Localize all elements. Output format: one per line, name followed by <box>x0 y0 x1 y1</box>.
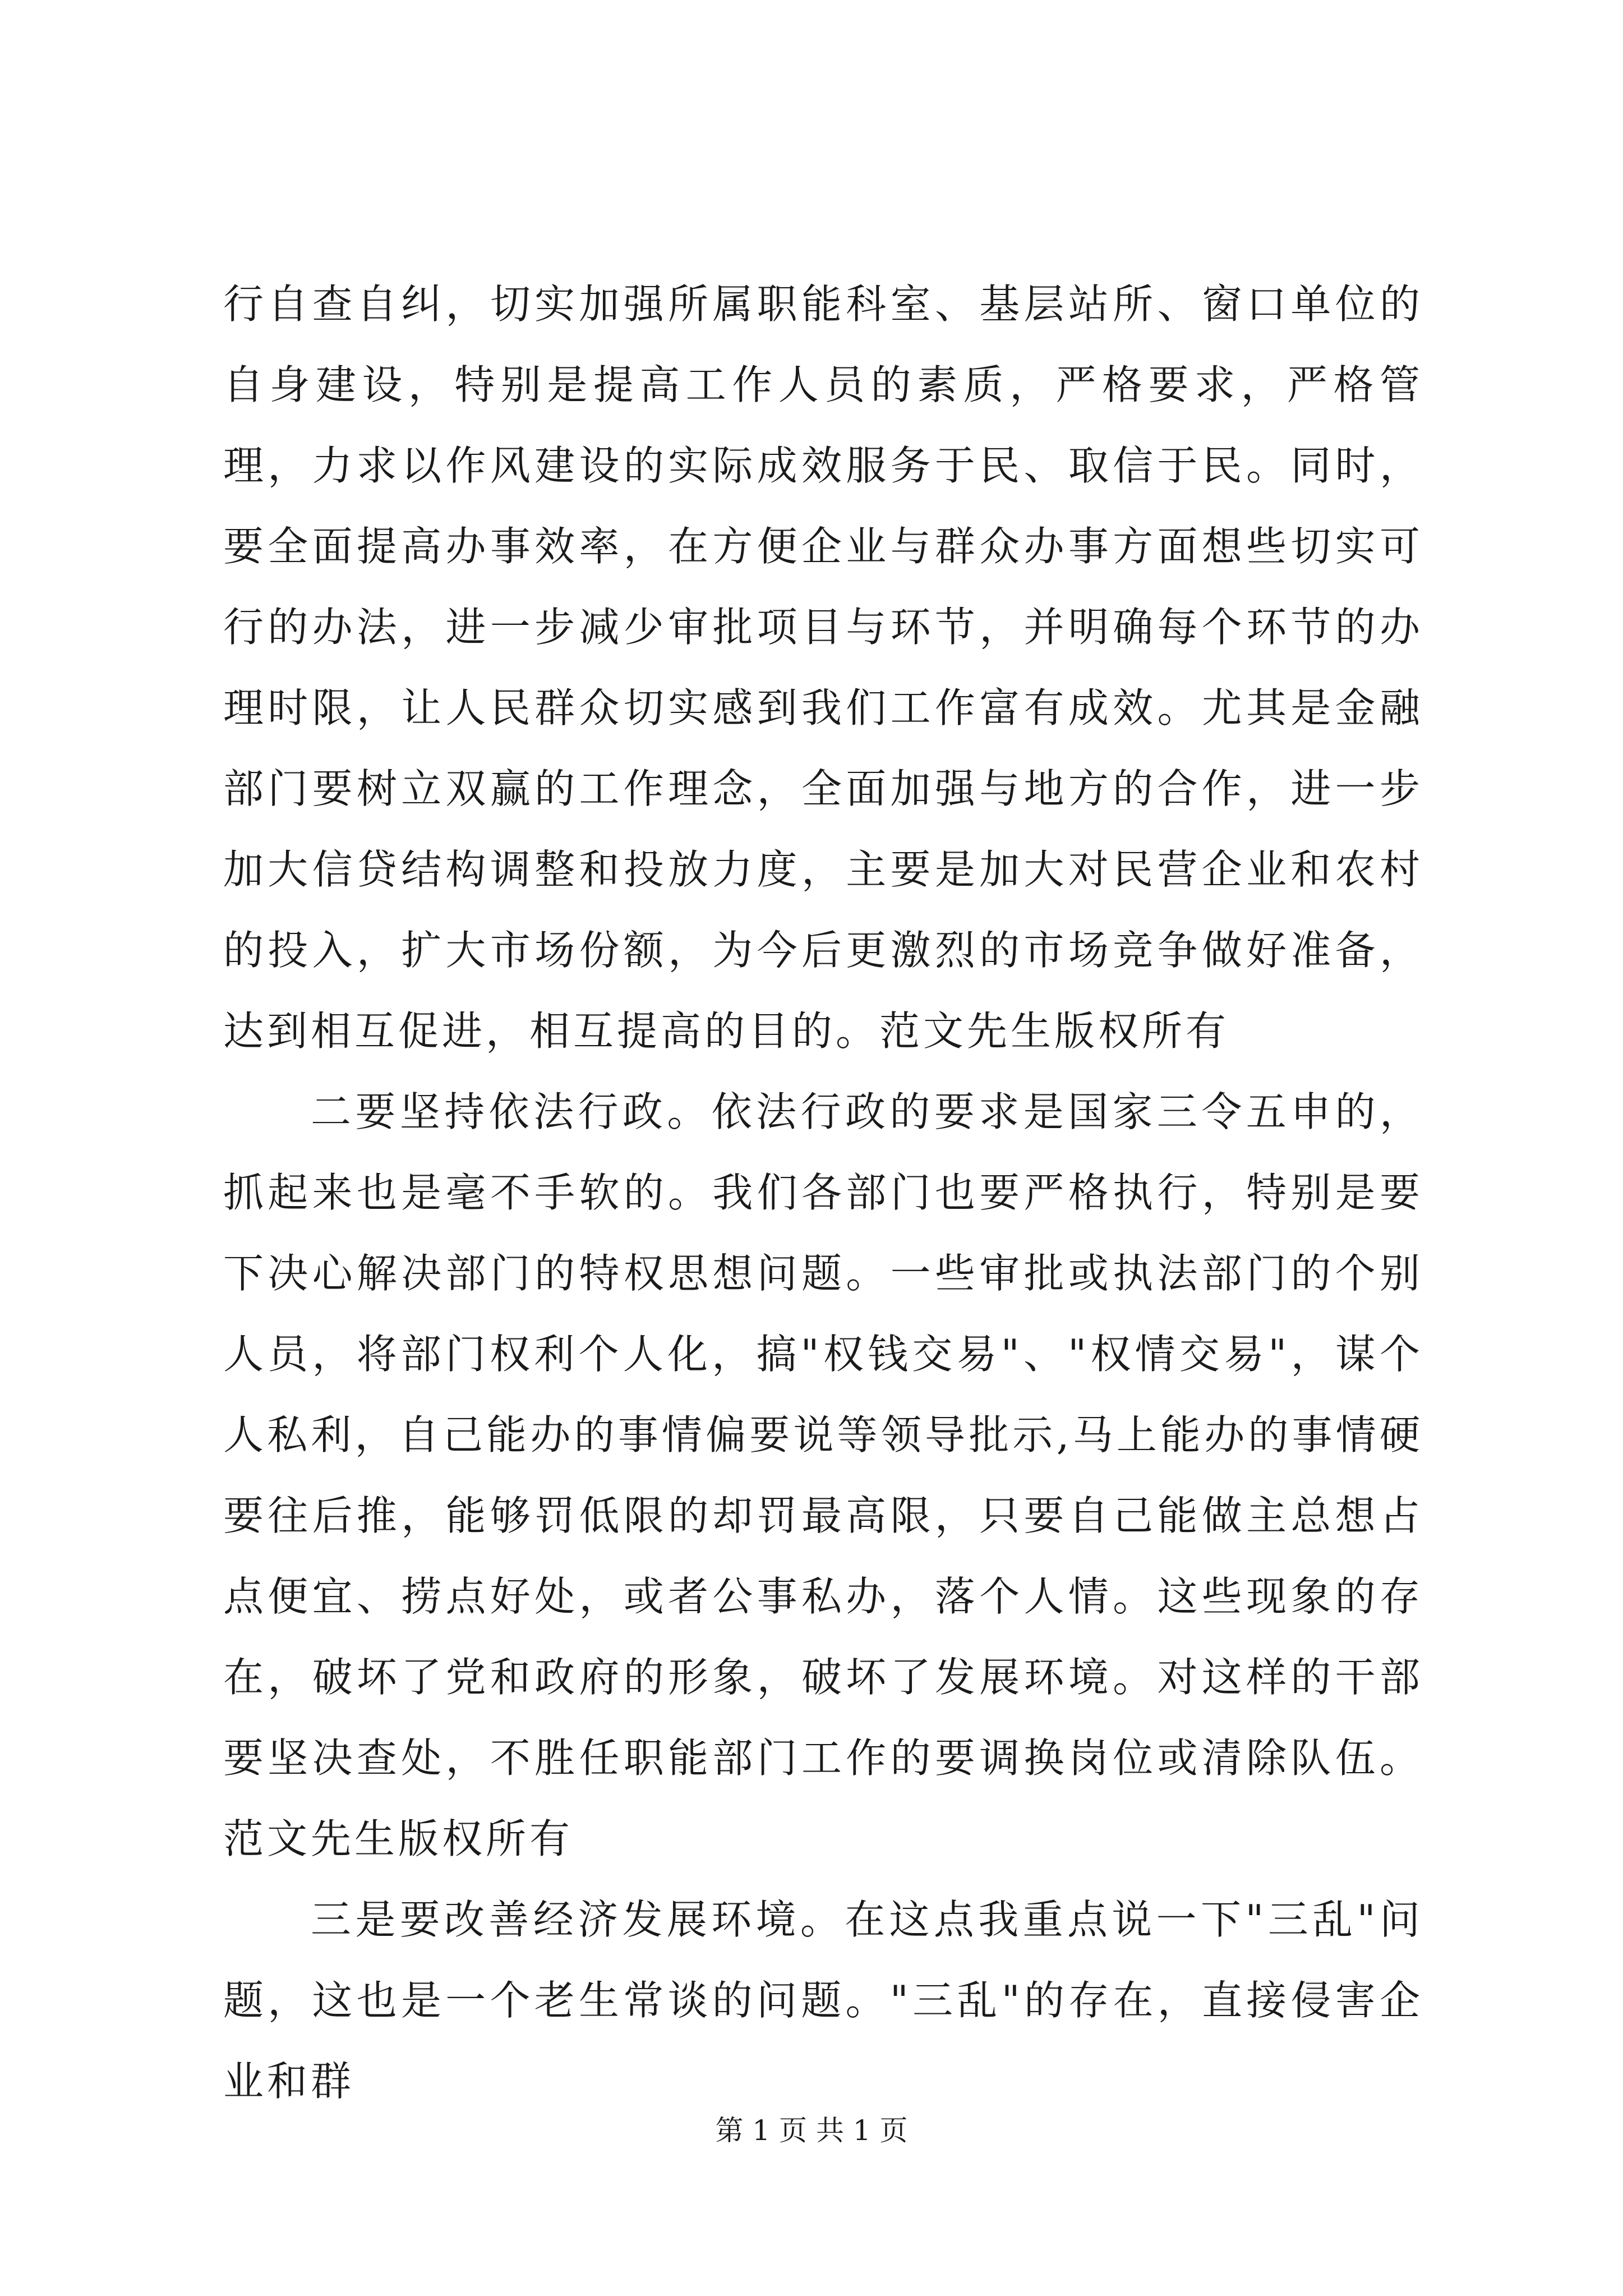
paragraph-3: 三是要改善经济发展环境。在这点我重点说一下"三乱"问题，这也是一个老生常谈的问题。"三乱"的存在，直接侵害企业和群 <box>223 1896 1423 2105</box>
page-footer: 第 1 页 共 1 页 <box>715 2114 908 2147</box>
paragraph-1: 行自查自纠，切实加强所属职能科室、基层站所、窗口单位的自身建设，特别是提高工作人员的素质，严格要求，严格管理，力求以作风建设的实际成效服务于民、取信于民。同时，要全面提高办事效率，在方便企业与群众办事方面想些切实可行的办法，进一步减少审批项目与环节，并明确每个环节的办理时限，让人民群众切实感到我们工作富有成效。尤其是金融部门要树立双赢的工作理念，全面加强与地方的合作，进一步加大信贷结构调整和投放力度，主要是加大对民营企业和农村的投入，扩大市场份额，为今后更激烈的市场竞争做好准备，达到相互促进，相互提高的目的。范文先生版权所有 <box>223 280 1423 1055</box>
paragraph-2: 二要坚持依法行政。依法行政的要求是国家三令五申的，抓起来也是毫不手软的。我们各部门也要严格执行，特别是要下决心解决部门的特权思想问题。一些审批或执法部门的个别人员，将部门权利个人化，搞"权钱交易"、"权情交易"，谋个人私利，自己能办的事情偏要说等领导批示,马上能办的事情硬要往后推，能够罚低限的却罚最高限，只要自己能做主总想占点便宜、捞点好处，或者公事私办，落个人情。这些现象的存在，破坏了党和政府的形象，破坏了发展环境。对这样的干部要坚决查处，不胜任职能部门工作的要调换岗位或清除队伍。范文先生版权所有 <box>223 1088 1423 1862</box>
document-body <box>223 264 1423 2122</box>
